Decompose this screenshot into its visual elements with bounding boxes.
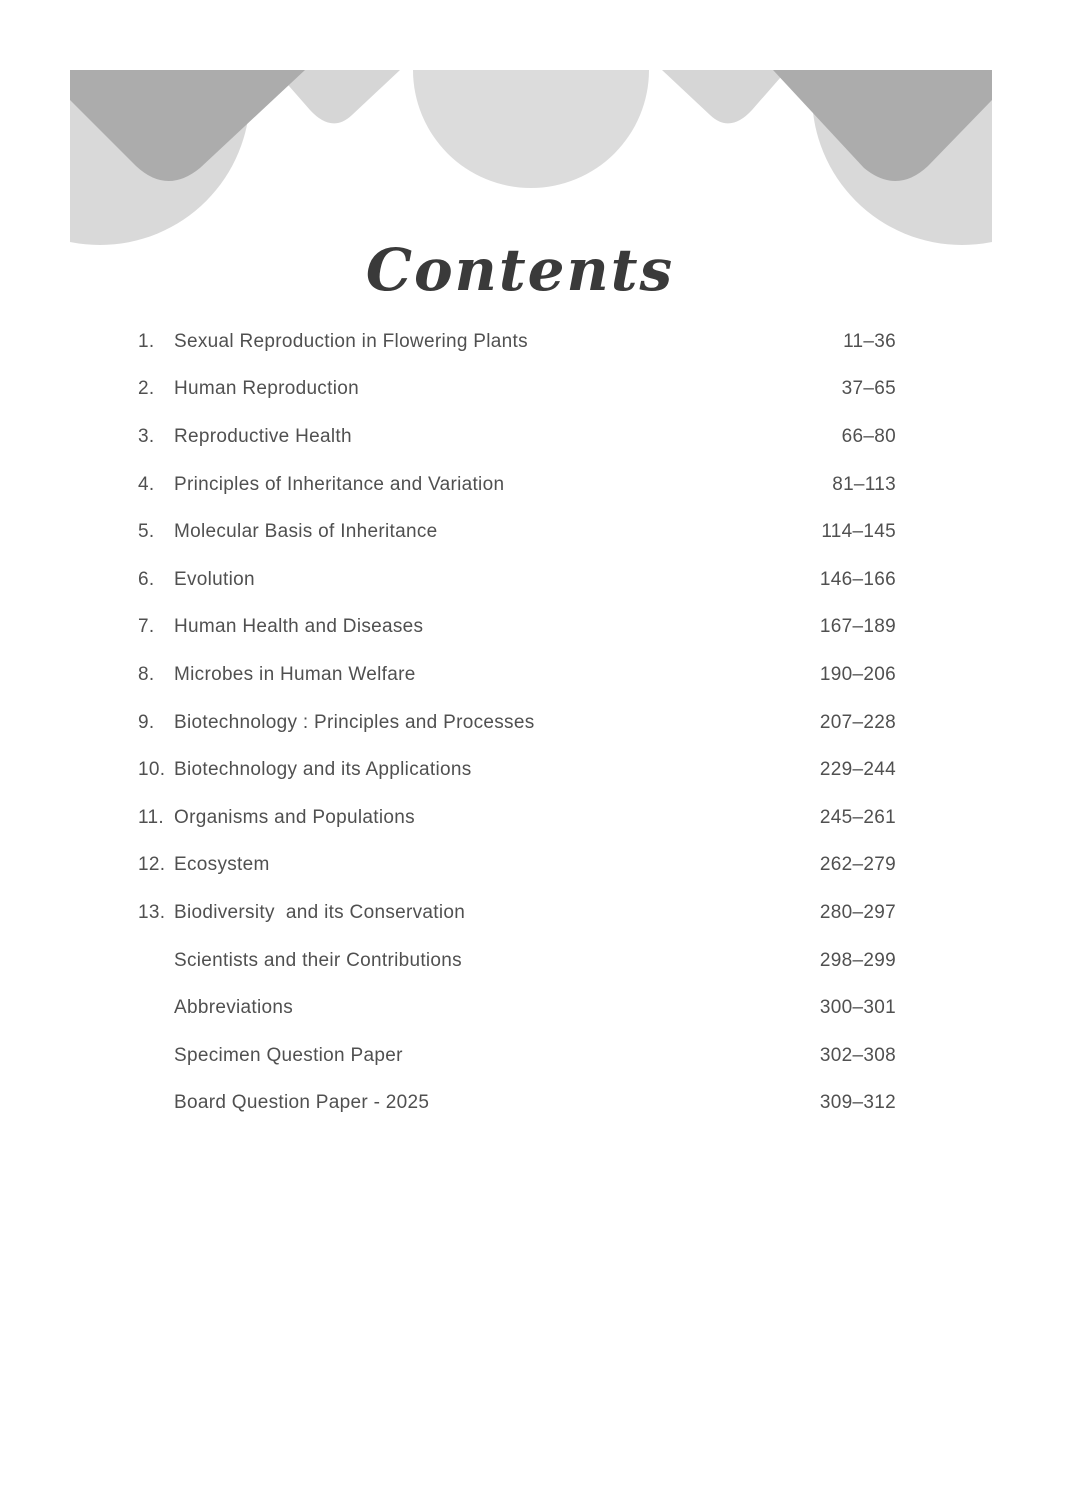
chapter-title: Scientists and their Contributions — [174, 949, 462, 971]
chapter-number: 11. — [138, 806, 164, 828]
toc-entry — [138, 413, 896, 461]
page-title: Contents — [365, 236, 675, 304]
chapter-title: Sexual Reproduction in Flowering Plants — [174, 330, 528, 352]
toc-entry — [138, 651, 896, 699]
chapter-title: Abbreviations — [174, 997, 294, 1019]
page-range: 66–80 — [841, 425, 896, 447]
chapter-number: 1. — [138, 330, 155, 352]
page-range: 280–297 — [819, 901, 896, 923]
chapter-title: Reproductive Health — [174, 425, 352, 447]
chapter-title: Microbes in Human Welfare — [174, 663, 416, 685]
page-range: 262–279 — [819, 854, 896, 876]
toc-entry — [138, 794, 896, 842]
chapter-title: Molecular Basis of Inheritance — [174, 521, 438, 543]
page-range: 298–299 — [819, 949, 896, 971]
chapter-number: 3. — [138, 425, 155, 447]
toc-entry — [138, 461, 896, 509]
toc-entry — [138, 699, 896, 747]
chapter-title: Board Question Paper - 2025 — [174, 1092, 430, 1114]
chapter-title: Evolution — [174, 568, 255, 590]
chapter-title: Human Reproduction — [174, 378, 359, 400]
toc-entry — [138, 746, 896, 794]
chapter-number: 12. — [138, 854, 166, 876]
toc-entry — [138, 318, 896, 366]
banner-small-right-shape — [662, 70, 787, 123]
chapter-title: Biotechnology : Principles and Processes — [174, 711, 535, 733]
chapter-number: 9. — [138, 711, 155, 733]
toc-entry — [138, 1032, 896, 1080]
page-range: 37–65 — [841, 378, 896, 400]
page-range: 207–228 — [819, 711, 896, 733]
chapter-title: Human Health and Diseases — [174, 616, 424, 638]
chapter-number: 8. — [138, 663, 155, 685]
chapter-title: Specimen Question Paper — [174, 1044, 403, 1066]
toc-entry — [138, 604, 896, 652]
chapter-title: Organisms and Populations — [174, 806, 415, 828]
chapter-number: 4. — [138, 473, 155, 495]
banner-shapes-graphic — [70, 70, 992, 245]
page-range: 167–189 — [819, 616, 896, 638]
chapter-title: Biodiversity and its Conservation — [174, 901, 466, 923]
chapter-number: 6. — [138, 568, 155, 590]
toc-entry — [138, 889, 896, 937]
page-range: 146–166 — [819, 568, 896, 590]
page-range: 190–206 — [819, 663, 896, 685]
toc-entry — [138, 366, 896, 414]
chapter-number: 13. — [138, 901, 166, 923]
page-range: 229–244 — [819, 759, 896, 781]
page-range: 300–301 — [819, 997, 896, 1019]
toc-entry — [138, 984, 896, 1032]
page-range: 11–36 — [843, 330, 896, 352]
chapter-number: 2. — [138, 378, 155, 400]
chapter-title: Biotechnology and its Applications — [174, 759, 472, 781]
page-range: 309–312 — [819, 1092, 896, 1114]
page-range: 114–145 — [821, 521, 896, 543]
toc-entry — [138, 556, 896, 604]
chapter-title: Ecosystem — [174, 854, 270, 876]
page-range: 81–113 — [832, 473, 896, 495]
toc-entry — [138, 842, 896, 890]
chapter-number: 10. — [138, 759, 166, 781]
decorative-banner — [70, 70, 992, 245]
chapter-title: Principles of Inheritance and Variation — [174, 473, 505, 495]
page-range: 245–261 — [819, 806, 896, 828]
chapter-number: 5. — [138, 521, 155, 543]
toc-entry — [138, 1080, 896, 1128]
chapter-number: 7. — [138, 616, 155, 638]
table-of-contents — [138, 318, 896, 1127]
toc-entry — [138, 508, 896, 556]
banner-center-circle — [413, 70, 649, 188]
toc-entry — [138, 937, 896, 985]
page-range: 302–308 — [819, 1044, 896, 1066]
